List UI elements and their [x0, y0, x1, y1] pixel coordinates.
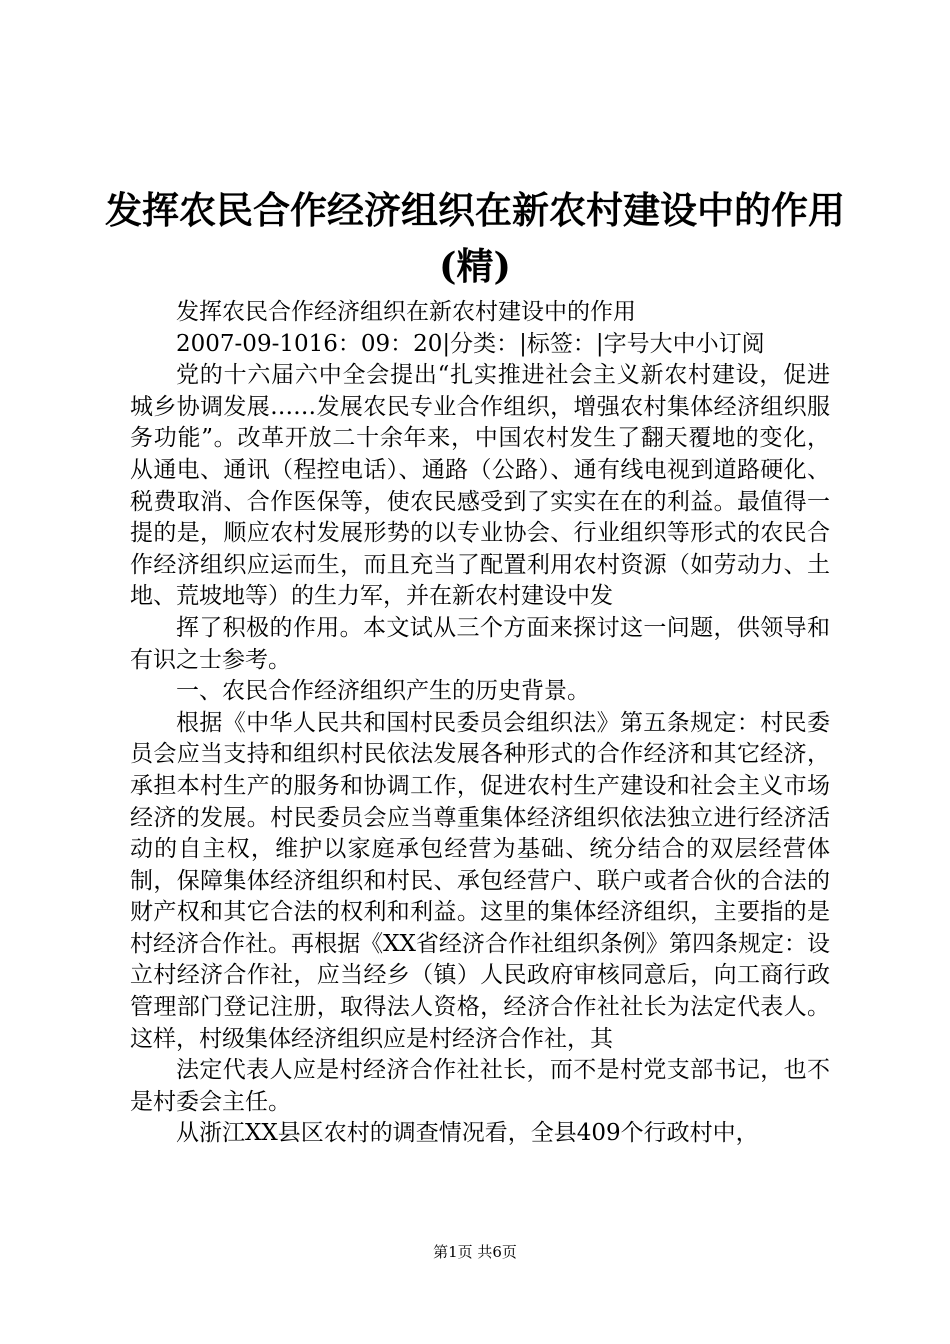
paragraph: 根据《中华人民共和国村民委员会组织法》第五条规定：村民委员会应当支持和组织村民依法发展各种形式的合作经济和其它经济，承担本村生产的服务和协调工作，促进农村生产建设和社会主义市场经济的发展。村民委员会应当尊重集体经济组织依法独立进行经济活动的自主权，维护以家庭承包经营为基础、统分结合的双层经营体制，保障集体经济组织和村民、承包经营户、联户或者合伙的合法的财产权和其它合法的权利和利益。这里的集体经济组织，主要指的是村经济合作社。再根据《XX省经济合作社组织条例》第四条规定：设立村经济合作社，应当经乡（镇）人民政府审核同意后，向工商行政管理部门登记注册，取得法人资格，经济合作社社长为法定代表人。这样，村级集体经济组织应是村经济合作社，其 — [130, 709, 830, 1052]
document-body — [130, 297, 830, 1150]
paragraph: 法定代表人应是村经济合作社社长，而不是村党支部书记，也不是村委会主任。 — [130, 1057, 830, 1115]
paragraph: 挥了积极的作用。本文试从三个方面来探讨这一问题，供领导和有识之士参考。 — [130, 614, 830, 673]
paragraph-meta: 2007-09-1016：09：20|分类：|标签：|字号大中小订阅 — [176, 330, 765, 357]
document-title: 发挥农民合作经济组织在新农村建设中的作用 — [105, 188, 845, 232]
page-number: 第1页 共6页 — [433, 1243, 517, 1261]
document-title-suffix: (精) — [438, 244, 511, 288]
section-heading: 一、农民合作经济组织产生的历史背景。 — [176, 678, 590, 705]
paragraph-subtitle: 发挥农民合作经济组织在新农村建设中的作用 — [176, 299, 636, 325]
paragraph: 从浙江XX县区农村的调查情况看，全县409个行政村中， — [176, 1120, 759, 1147]
paragraph: 党的十六届六中全会提出“扎实推进社会主义新农村建设，促进城乡协调发展……发展农民专业合作组织，增强农村集体经济组织服务功能”。改革开放二十余年来，中国农村发生了翻天覆地的变化，从通电、通讯（程控电话）、通路（公路）、通有线电视到道路硬化、税费取消、合作医保等，使农民感受到了实实在在的利益。最值得一提的是，顺应农村发展形势的以专业协会、行业组织等形式的农民合作经济组织应运而生，而且充当了配置利用农村资源（如劳动力、土地、荒坡地等）的生力军，并在新农村建设中发 — [130, 362, 830, 610]
